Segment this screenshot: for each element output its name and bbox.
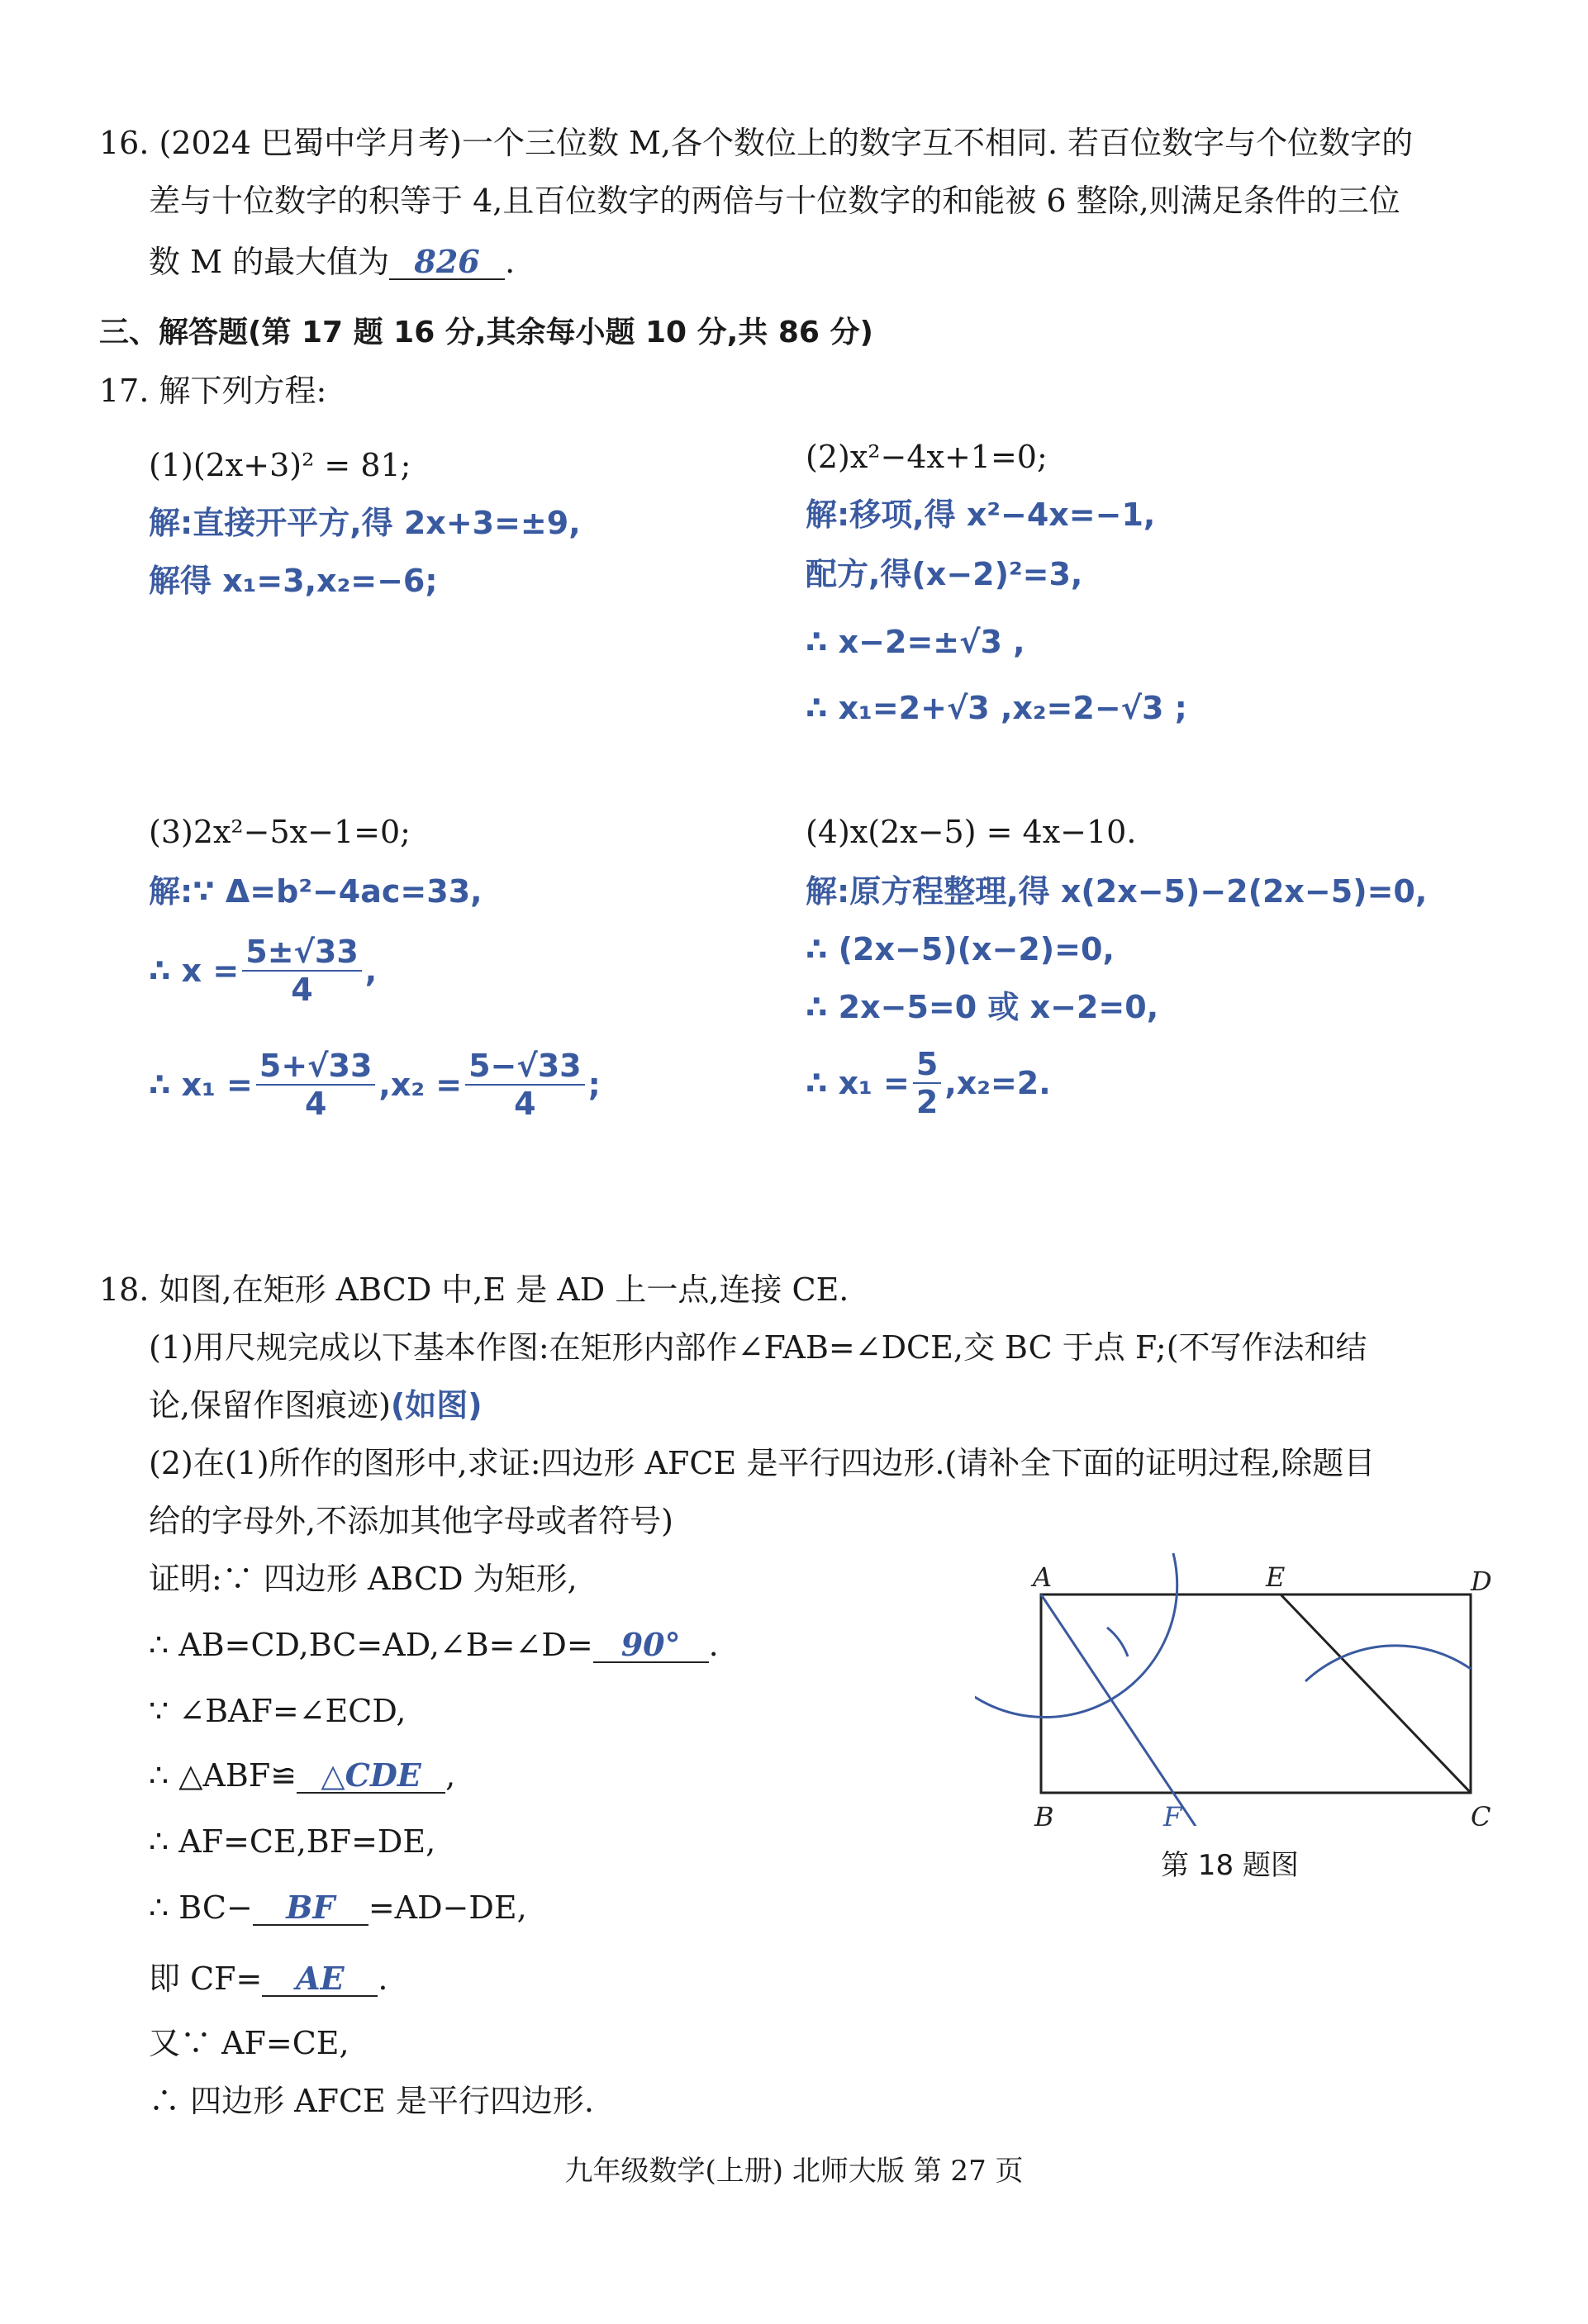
q18-p1-answer: (如图) [390,1387,483,1423]
q17-p1-step1: 解:直接开平方,得 2x+3=±9, [149,505,581,541]
segment-ce [1281,1594,1471,1793]
q18-p1-line2-text: 论,保留作图痕迹) [149,1387,391,1423]
q17-p4-step4-pre: ∴ x₁ = [806,1065,910,1101]
proof-blank-triangle: △CDE [297,1759,445,1794]
proof-line6-end: =AD−DE, [368,1889,527,1926]
q17-p3-denominator: 4 [291,972,313,1008]
label-c: C [1471,1801,1491,1826]
proof-line4 [149,1755,455,1796]
q17-p4-step2: ∴ (2x−5)(x−2)=0, [806,931,1115,967]
label-a: A [1033,1561,1053,1593]
q18-p1-line2 [149,1385,483,1426]
q18-p1-line1: (1)用尺规完成以下基本作图:在矩形内部作∠FAB=∠DCE,交 BC 于点 F;(不写作法和结 [149,1329,1367,1366]
q17-p4-step1: 解:原方程整理,得 x(2x−5)−2(2x−5)=0, [806,873,1428,910]
q17-p3-step2 [149,934,377,1016]
proof-line7-text: 即 CF= [149,1960,263,1997]
q17-p3-question: (3)2x²−5x−1=0; [149,814,411,850]
label-f: F [1163,1801,1182,1826]
q17-p3-fraction2 [465,1048,585,1122]
proof-line6 [149,1887,527,1928]
q17-p2-step4: ∴ x₁=2+√3 ,x₂=2−√3 ; [806,690,1187,726]
q17-p4-question: (4)x(2x−5) = 4x−10. [806,814,1137,850]
q17-p3-numerator1: 5+√33 [256,1048,376,1086]
q16-line2: 差与十位数字的积等于 4,且百位数字的两倍与十位数字的和能被 6 整除,则满足条件的三位 [149,183,1400,219]
q17-p3-step1: 解:∵ Δ=b²−4ac=33, [149,873,483,910]
label-b: B [1034,1801,1054,1826]
q17-p4-denominator: 2 [915,1084,939,1120]
proof-line8: 又∵ AF=CE, [149,2025,349,2061]
q18-rectangle-figure [975,1553,1553,1826]
q18-p2-line2: 给的字母外,不添加其他字母或者符号) [149,1503,673,1539]
q17-p3-step2-pre: ∴ x = [149,953,240,989]
segment-af [1041,1594,1200,1826]
label-d: D [1471,1566,1492,1597]
q17-p2-question: (2)x²−4x+1=0; [806,439,1048,475]
q17-p3-numerator2: 5−√33 [465,1048,585,1086]
q17-p2-step3: ∴ x−2=±√3 , [806,624,1025,660]
proof-line1: 证明:∵ 四边形 ABCD 为矩形, [149,1561,578,1597]
q17-p3-step3-pre: ∴ x₁ = [149,1067,253,1103]
figure-caption: 第 18 题图 [1161,1849,1299,1882]
q16-line3-text: 数 M 的最大值为 [149,244,390,280]
q17-p1-question: (1)(2x+3)² = 81; [149,447,411,483]
proof-line4-end: , [445,1757,456,1794]
q16-line3-end: . [505,244,516,280]
q17-p3-step3 [149,1048,601,1130]
proof-line7-end: . [378,1960,388,1997]
q17-p3-fraction1 [256,1048,376,1122]
proof-line2-end: . [708,1627,719,1663]
proof-line5: ∴ AF=CE,BF=DE, [149,1823,436,1860]
q16-line3 [149,241,515,283]
section3-title: 三、解答题(第 17 题 16 分,其余每小题 10 分,共 86 分) [99,316,873,349]
construction-arc-c [1305,1646,1471,1681]
construction-arc-a-small [1107,1628,1128,1656]
q17-p2-step2: 配方,得(x−2)²=3, [806,556,1083,592]
proof-blank-bf: BF [253,1891,368,1926]
proof-blank-angle: 90° [593,1628,709,1663]
q17-p4-step4 [806,1046,1051,1129]
q17-p3-step2-post: , [364,953,378,989]
q17-title: 17. 解下列方程: [99,373,327,409]
rectangle-abcd [1041,1594,1471,1793]
q17-p1-step2: 解得 x₁=3,x₂=−6; [149,563,438,599]
q18-p2-line1: (2)在(1)所作的图形中,求证:四边形 AFCE 是平行四边形.(请补全下面的证明过程,除题目 [149,1445,1376,1481]
q17-p3-denominator1: 4 [304,1086,327,1122]
page-footer: 九年级数学(上册) 北师大版 第 27 页 [564,2155,1024,2188]
q16-answer-blank: 826 [389,245,505,280]
q16-line1: 16. (2024 巴蜀中学月考)一个三位数 M,各个数位上的数字互不相同. 若百位数字与个位数字的 [99,125,1414,161]
q17-p4-step4-post: ,x₂=2. [944,1065,1051,1101]
q17-p3-step3-mid: ,x₂ = [378,1067,463,1103]
q17-p3-fraction [242,934,362,1008]
q17-p4-fraction [913,1046,941,1120]
proof-line4-text: ∴ △ABF≌ [149,1757,297,1794]
label-e: E [1266,1561,1286,1593]
construction-arc-a [975,1553,1177,1718]
proof-line7 [149,1958,387,1999]
q17-p3-denominator2: 4 [514,1086,536,1122]
q17-p3-step3-post: ; [587,1067,601,1103]
proof-blank-ae: AE [262,1962,378,1997]
proof-line2 [149,1624,719,1666]
q18-title: 18. 如图,在矩形 ABCD 中,E 是 AD 上一点,连接 CE. [99,1271,849,1308]
proof-line9: ∴ 四边形 AFCE 是平行四边形. [149,2083,594,2119]
q17-p4-step3: ∴ 2x−5=0 或 x−2=0, [806,989,1159,1025]
proof-line3: ∵ ∠BAF=∠ECD, [149,1693,407,1729]
q17-p4-numerator: 5 [913,1046,941,1084]
proof-line6-text: ∴ BC− [149,1889,253,1926]
proof-line2-text: ∴ AB=CD,BC=AD,∠B=∠D= [149,1627,593,1663]
q17-p2-step1: 解:移项,得 x²−4x=−1, [806,497,1156,533]
q17-p3-numerator: 5±√33 [242,934,362,972]
